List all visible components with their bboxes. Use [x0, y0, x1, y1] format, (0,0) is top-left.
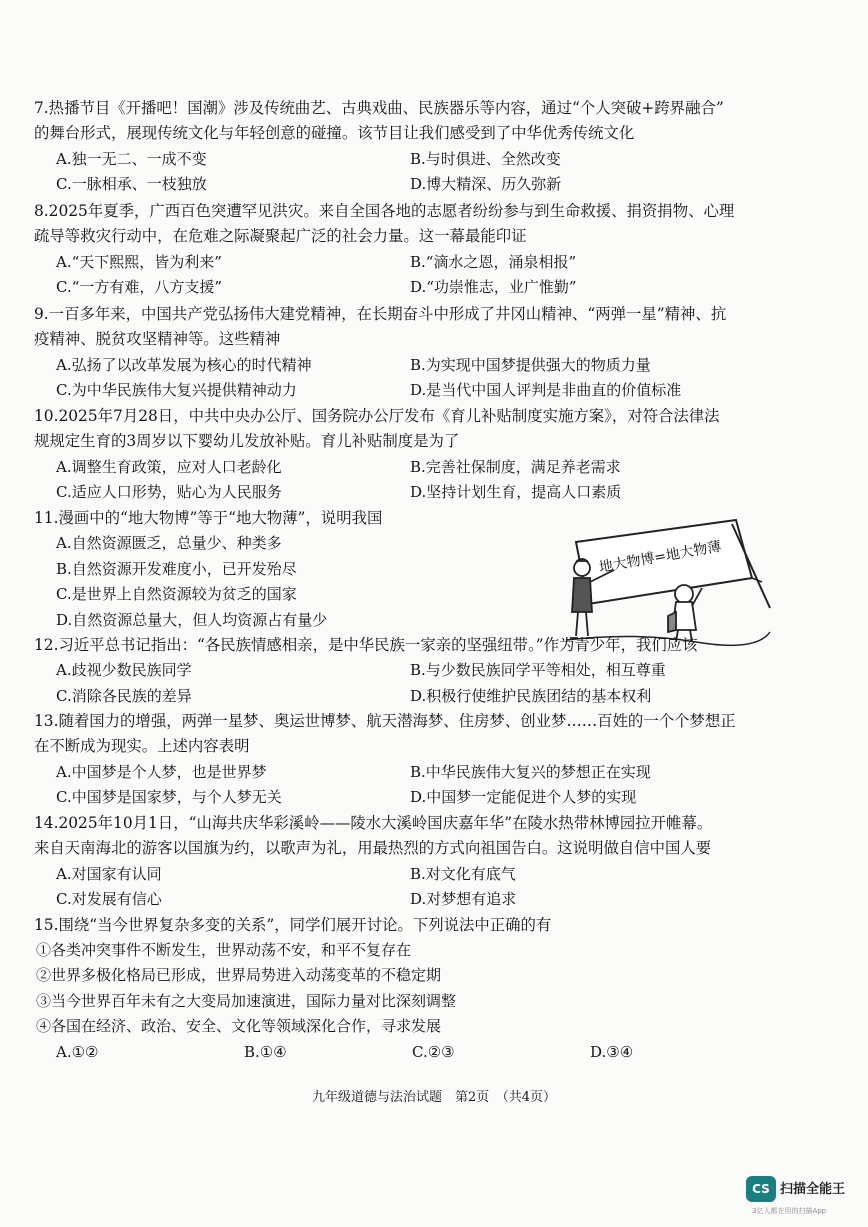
question-stem — [34, 199, 834, 250]
watermark-tagline: 3亿人都在用的扫描App — [752, 1207, 827, 1215]
option-b: B.中华民族伟大复兴的梦想正在实现 — [410, 762, 651, 781]
stem-line: 的舞台形式，展现传统文化与年轻创意的碰撞。该节目让我们感受到了中华优秀传统文化 — [34, 124, 635, 143]
stem-line: 15.围绕“当今世界复杂多变的关系”，同学们展开讨论。下列说法中正确的有 — [34, 916, 552, 934]
option-a: A.调整生育政策，应对人口老龄化 — [56, 457, 282, 476]
stem-line: 9.一百多年来，中国共产党弘扬伟大建党精神，在长期奋斗中形成了井冈山精神、“两弹一星”精神、抗 — [34, 305, 727, 323]
stem-line: 14.2025年10月1日，“山海共庆华彩溪岭——陵水大溪岭国庆嘉年华”在陵水热带林博园拉开帷幕。 — [34, 814, 713, 832]
option-c: C.一脉相承、一枝独放 — [56, 175, 207, 194]
option-d: D.是当代中国人评判是非曲直的价值标准 — [410, 381, 682, 400]
option-b: B.自然资源开发难度小，已开发殆尽 — [56, 559, 297, 578]
question-13 — [34, 709, 834, 811]
option-c: C.消除各民族的差异 — [56, 686, 192, 705]
question-9 — [34, 302, 834, 404]
option-d: D.③④ — [590, 1043, 634, 1062]
option-a: A.中国梦是个人梦，也是世界梦 — [56, 762, 267, 781]
stem-line: 疏导等救灾行动中，在危难之际凝聚起广泛的社会力量。这一幕最能印证 — [34, 227, 527, 246]
option-c: C.中国梦是国家梦，与个人梦无关 — [56, 788, 282, 807]
question-15 — [34, 913, 834, 1063]
stem-line: 7.热播节目《开播吧！国潮》涉及传统曲艺、古典戏曲、民族器乐等内容，通过“个人突破+跨界融合” — [34, 99, 724, 117]
option-b: B.①④ — [244, 1043, 287, 1062]
option-a: A.独一无二、一成不变 — [56, 149, 207, 168]
statement-2: ②世界多极化格局已形成，世界局势进入动荡变革的不稳定期 — [36, 966, 442, 985]
stem-line: 疫精神、脱贫攻坚精神等。这些精神 — [34, 330, 281, 349]
question-stem — [34, 709, 834, 760]
statement-3: ③当今世界百年未有之大变局加速演进，国际力量对比深刻调整 — [36, 992, 457, 1011]
option-d: D.“功崇惟志，业广惟勤” — [410, 278, 577, 297]
option-a: A.自然资源匮乏，总量少、种类多 — [56, 534, 282, 553]
question-stem — [34, 302, 834, 353]
question-stem — [34, 811, 834, 862]
option-d: D.自然资源总量大，但人均资源占有量少 — [56, 610, 328, 629]
option-a: A.歧视少数民族同学 — [56, 661, 192, 680]
option-b: B.与时俱进、全然改变 — [410, 149, 561, 168]
stem-line: 8.2025年夏季，广西百色突遭罕见洪灾。来自全国各地的志愿者纷纷参与到生命救援、捐资捐物、心理 — [34, 202, 735, 220]
question-14 — [34, 811, 834, 913]
option-c: C.为中华民族伟大复兴提供精神动力 — [56, 381, 297, 400]
stem-line: 规规定生育的3周岁以下婴幼儿发放补贴。育儿补贴制度是为了 — [34, 432, 460, 451]
option-d: D.积极行使维护民族团结的基本权利 — [410, 686, 652, 705]
cartoon-sign-text: 地大物博=地大物薄 — [597, 538, 723, 576]
question-7 — [34, 96, 834, 198]
option-a: A.①② — [56, 1043, 99, 1062]
option-b: B.完善社保制度，满足养老需求 — [410, 457, 621, 476]
option-c: C.对发展有信心 — [56, 890, 162, 909]
option-c: C.是世界上自然资源较为贫乏的国家 — [56, 585, 297, 604]
option-b: B.为实现中国梦提供强大的物质力量 — [410, 355, 651, 374]
question-12 — [34, 633, 834, 709]
option-a: A.对国家有认同 — [56, 864, 162, 883]
option-c: C.适应人口形势，贴心为人民服务 — [56, 483, 282, 502]
option-a: A.“天下熙熙，皆为利来” — [56, 252, 222, 271]
statement-4: ④各国在经济、政治、安全、文化等领域深化合作，寻求发展 — [36, 1017, 442, 1036]
option-d: D.坚持计划生育，提高人口素质 — [410, 483, 622, 502]
option-b: B.对文化有底气 — [410, 864, 516, 883]
cartoon-illustration — [556, 512, 776, 648]
option-b: B.“滴水之恩，涌泉相报” — [410, 252, 577, 271]
question-stem — [34, 96, 834, 147]
question-10 — [34, 404, 834, 506]
option-a: A.弘扬了以改革发展为核心的时代精神 — [56, 355, 312, 374]
option-d: D.中国梦一定能促进个人梦的实现 — [410, 788, 637, 807]
question-stem — [34, 913, 834, 938]
stem-line: 10.2025年7月28日，中共中央办公厅、国务院办公厅发布《育儿补贴制度实施方案》，对符合法律法 — [34, 407, 720, 425]
stem-line: 在不断成为现实。上述内容表明 — [34, 737, 250, 756]
page-footer: 九年级道德与法治试题 第2页 （共4页） — [311, 1090, 557, 1105]
option-c: C.②③ — [412, 1043, 455, 1062]
camscanner-logo-icon: CS — [746, 1176, 776, 1202]
option-d: D.博大精深、历久弥新 — [410, 175, 562, 194]
question-stem — [34, 404, 834, 455]
watermark-name: 扫描全能王 — [780, 1182, 846, 1197]
option-d: D.对梦想有追求 — [410, 890, 517, 909]
option-b: B.与少数民族同学平等相处，相互尊重 — [410, 661, 666, 680]
question-8 — [34, 199, 834, 301]
option-c: C.“一方有难，八方支援” — [56, 278, 223, 297]
statement-1: ①各类冲突事件不断发生，世界动荡不安，和平不复存在 — [36, 941, 412, 960]
stem-line: 来自天南海北的游客以国旗为约，以歌声为礼，用最热烈的方式向祖国告白。这说明做自信中国人要 — [34, 839, 712, 858]
stem-line: 11.漫画中的“地大物博”等于“地大物薄”，说明我国 — [34, 509, 383, 527]
stem-line: 12.习近平总书记指出：“各民族情感相亲，是中华民族一家亲的坚强纽带。”作为青少年，我们应该 — [34, 636, 698, 654]
stem-line: 13.随着国力的增强，两弹一星梦、奥运世博梦、航天潜海梦、住房梦、创业梦……百姓的一个个梦想正 — [34, 712, 736, 730]
question-stem — [34, 633, 834, 658]
scanner-watermark — [746, 1176, 856, 1220]
